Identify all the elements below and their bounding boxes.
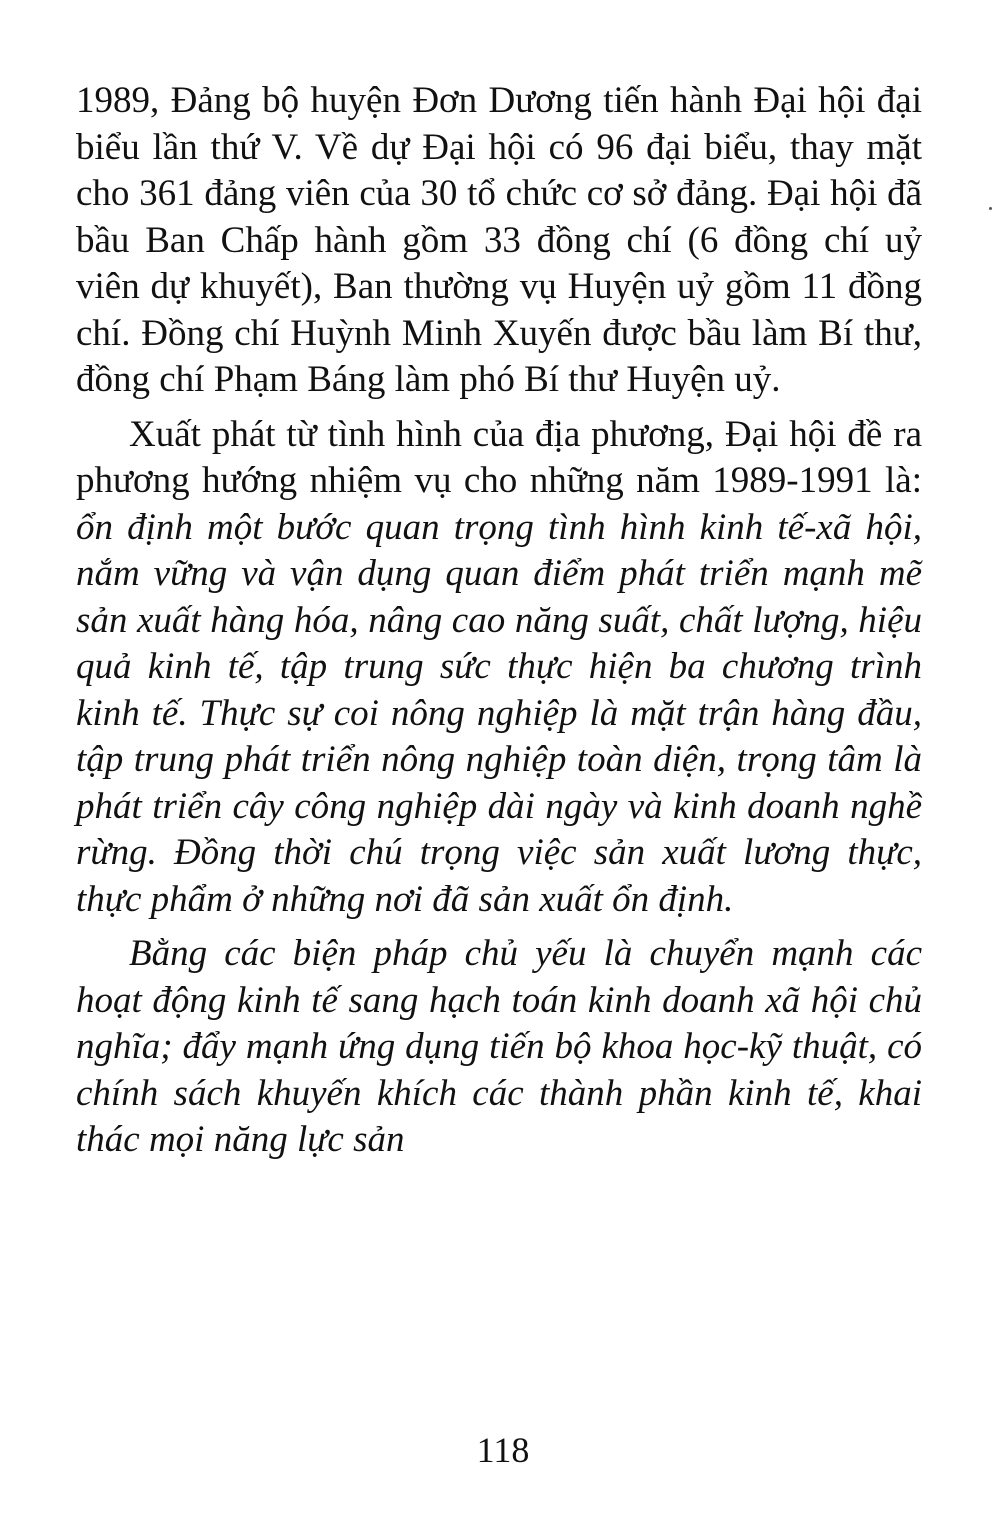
- scan-speck: [989, 207, 992, 210]
- paragraph-italic-quote: ổn định một bước quan trọng tình hình kinh tế-xã hội, nắm vững và vận dụng quan điểm phát triển mạnh mẽ sản xuất hàng hóa, nâng cao năng suất, chất lượng, hiệu quả kinh tế, tập trung sức thực hiện ba chương trình kinh tế. Thực sự coi nông nghiệp là mặt trận hàng đầu, tập trung phát triển nông nghiệp toàn diện, trọng tâm là phát triển cây công nghiệp dài ngày và kinh doanh nghề rừng. Đồng thời chú trọng việc sản xuất lương thực, thực phẩm ở những nơi đã sản xuất ổn định.: [76, 506, 922, 920]
- page-number: 118: [476, 1430, 530, 1470]
- paragraph-congress-direction: [76, 412, 922, 924]
- paragraph-measures: Bằng các biện pháp chủ yếu là chuyển mạnh các hoạt động kinh tế sang hạch toán kinh doanh xã hội chủ nghĩa; đẩy mạnh ứng dụng tiến bộ khoa học-kỹ thuật, có chính sách khuyến khích các thành phần kinh tế, khai thác mọi năng lực sản: [76, 933, 922, 1160]
- paragraph-continuation: 1989, Đảng bộ huyện Đơn Dương tiến hành Đại hội đại biểu lần thứ V. Về dự Đại hội có 96 đại biểu, thay mặt cho 361 đảng viên của 30 tổ chức cơ sở đảng. Đại hội đã bầu Ban Chấp hành gồm 33 đồng chí (6 đồng chí uỷ viên dự khuyết), Ban thường vụ Huyện uỷ gồm 11 đồng chí. Đồng chí Huỳnh Minh Xuyến được bầu làm Bí thư, đồng chí Phạm Báng làm phó Bí thư Huyện uỷ.: [76, 80, 922, 400]
- paragraph-lead-text: Xuất phát từ tình hình của địa phương, Đại hội đề ra phương hướng nhiệm vụ cho những năm 1989-1991 là:: [76, 413, 922, 501]
- page-body: [76, 78, 922, 1164]
